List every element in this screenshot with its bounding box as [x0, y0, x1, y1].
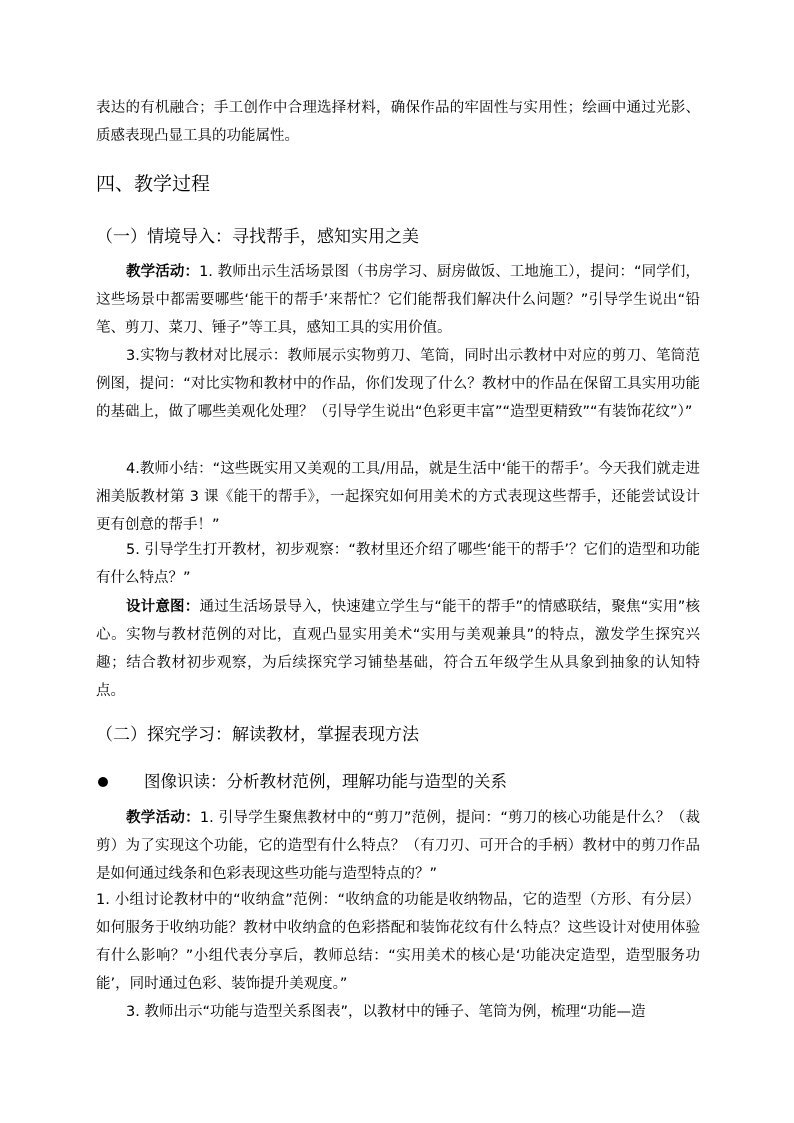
intro-paragraph: 表达的有机融合；手工创作中合理选择材料，确保作品的牢固性与实用性；绘画中通过光影、质感表现凸显工具的功能属性。: [96, 100, 700, 144]
subsection-heading-2: （二）探究学习：解读教材，掌握表现方法: [96, 725, 419, 745]
paragraph-item-4: 4.教师小结：“这些既实用又美观的工具/用品，就是生活中‘能干的帮手’。今天我们就走进湘美版教材第 3 课《能干的帮手》，一起探究如何用美术的方式表现这些帮手，还能尝试设计更有创意的帮手！”: [96, 461, 700, 533]
activity-paragraph-2: [96, 804, 700, 888]
paragraph-group-discussion: 1. 小组讨论教材中的“收纳盒”范例：“收纳盒的功能是收纳物品，它的造型（方形、有分层）如何服务于收纳功能？教材中收纳盒的色彩搭配和装饰花纹有什么特点？这些设计对使用体验有什么影响？”小组代表分享后，教师总结：“实用美术的核心是‘功能决定造型，造型服务功能’，同时通过色彩、装饰提升美观度。”: [96, 892, 700, 992]
section-heading: 四、教学过程: [96, 173, 211, 195]
bullet-heading-row: [96, 768, 700, 796]
activity-text: 1. 教师出示生活场景图（书房学习、厨房做饭、工地施工），提问：“同学们，这些场景中都需要哪些‘能干的帮手’来帮忙？它们能帮我们解决什么问题？”引导学生说出“铅笔、剪刀、菜刀、锤子”等工具，感知工具的实用价值。: [96, 264, 701, 336]
bullet-dot-icon: [98, 777, 108, 787]
paragraph-item-5: 5. 引导学生打开教材，初步观察：“教材里还介绍了哪些‘能干的帮手’？它们的造型和功能有什么特点？”: [96, 542, 700, 586]
paragraph-item-3b: 3. 教师出示“功能与造型关系图表”，以教材中的锤子、笔筒为例，梳理“功能—造: [126, 1004, 646, 1020]
bullet-heading: 图像识读：分析教材范例，理解功能与造型的关系: [144, 772, 507, 791]
activity-text-2: 1. 引导学生聚焦教材中的“剪刀”范例，提问：“剪刀的核心功能是什么？（裁剪）为了实现这个功能，它的造型有什么特点？（有刀刃、可开合的手柄）教材中的剪刀作品是如何通过线条和色彩表现这些功能与造型特点的？”: [96, 810, 701, 882]
paragraph-item-3: 3.实物与教材对比展示：教师展示实物剪刀、笔筒，同时出示教材中对应的剪刀、笔筒范例图，提问：“对比实物和教材中的作品，你们发现了什么？教材中的作品在保留工具实用功能的基础上，做了哪些美观化处理？（引导学生说出“色彩更丰富”“造型更精致”“有装饰花纹”）”: [96, 348, 700, 420]
design-text: 通过生活场景导入，快速建立学生与“能干的帮手”的情感联结，聚焦“实用”核心。实物与教材范例的对比，直观凸显实用美术“实用与美观兼具”的特点，激发学生探究兴趣；结合教材初步观察，为后续探究学习铺垫基础，符合五年级学生从具象到抽象的认知特点。: [96, 599, 701, 699]
design-intent-paragraph: [96, 593, 700, 705]
activity-label-2: 教学活动：: [126, 810, 200, 826]
activity-paragraph-1: [96, 258, 700, 342]
design-label: 设计意图：: [126, 599, 200, 615]
activity-label: 教学活动：: [126, 264, 200, 280]
subsection-heading-1: （一）情境导入：寻找帮手，感知实用之美: [96, 227, 419, 247]
